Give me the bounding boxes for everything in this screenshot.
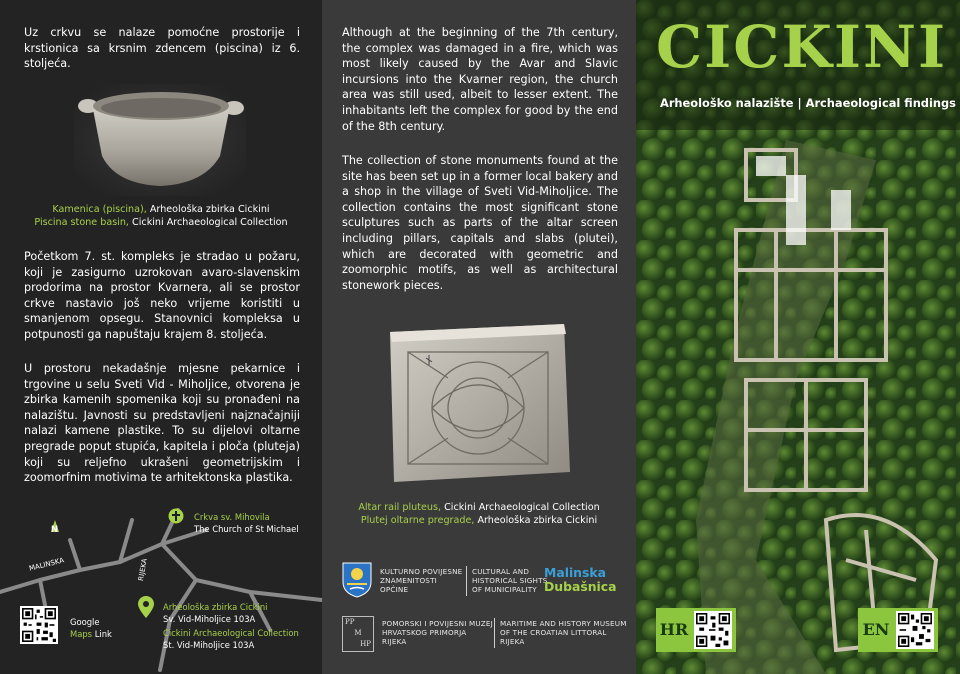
collection-name-en: Cickini Archaeological Collection	[163, 628, 299, 638]
heritage-sights-hr	[380, 567, 462, 595]
caption-source: Cickini Archaeological Collection	[441, 502, 600, 513]
collection-paragraph-hr: U prostoru nekadašnje mjesne pekarnice i trgovine u selu Sveti Vid - Miholjice, otvorena je zbirka kamenih spomenika koji su pronađeni na nalazištu. Javnosti su predstavljeni najznačajniji nalazi kamene plastike. To su dijelovi oltarne pregrade poput stupića, kapitela i ploča (pluteja) koji su reljefno ukrašeni geometrijskim i zoomorfnim motivima te arhitektonska plastika.	[24, 362, 300, 485]
museum-mark: M	[354, 629, 362, 637]
caption-title: Plutej oltarne pregrade,	[360, 515, 475, 526]
qr-code-icon	[22, 608, 56, 642]
hr-language-qr[interactable]	[656, 608, 736, 652]
church-location-icon[interactable]	[168, 508, 184, 528]
site-title: CICKINI	[656, 13, 948, 81]
logo-line: RIJEKA	[382, 637, 407, 647]
caption-source: Cickini Archaeological Collection	[129, 217, 288, 228]
intro-text: Uz crkvu se nalaze pomoćne prostorije i krstionica sa krsnim zdencem (piscina) iz 6. stoljeća.	[24, 26, 300, 71]
logo-line: ZNAMENITOSTI	[380, 576, 437, 586]
logo-line: MARITIME AND HISTORY MUSEUM	[500, 619, 627, 628]
malinska-dubasnica-logo	[544, 566, 617, 594]
road-label-rijeka: RIJEKA	[136, 557, 149, 582]
slab-caption-en	[322, 501, 636, 514]
collection-address-hr: Sv. Vid-Miholjice 103A	[163, 614, 256, 624]
collection-name-hr: Arheološka zbirka Cickini	[163, 602, 268, 612]
museum-mark: PP	[345, 618, 355, 626]
caption-title: Kamenica (piscina),	[52, 204, 147, 215]
church-name-hr: Crkva sv. Mihovila	[194, 512, 270, 522]
logo-line: KULTURNO POVIJESNE	[380, 567, 463, 576]
basin-caption-en	[0, 216, 322, 229]
collection-address-en: St. Vid-Miholjice 103A	[163, 640, 255, 650]
logo-line: RIJEKA	[500, 637, 525, 647]
google-maps-label: Google	[70, 617, 100, 627]
middle-panel	[322, 0, 636, 674]
logo-divider	[494, 618, 495, 648]
caption-title: Altar rail pluteus,	[358, 502, 442, 513]
site-subtitle: Arheološko nalazište | Archaeological findings	[660, 96, 956, 110]
history-paragraph-hr: Početkom 7. st. kompleks je stradao u požaru, koji je zasigurno uzrokovan avaro-slavenskim prodorima na prostor Kvarnera, ali se prostor crkve nastavio još neko vrijeme koristiti u smanjenom opsegu. Stanovnici kompleksa u potpunosti ga napuštaju krajem 8. stoljeća.	[24, 250, 300, 341]
brand-line-2: Dubašnica	[544, 579, 617, 594]
north-label: N	[51, 524, 59, 534]
cover-panel	[636, 0, 960, 674]
municipality-coat-of-arms-icon	[342, 562, 372, 598]
logo-line: CULTURAL AND	[472, 567, 530, 576]
pluteus-slab-photo	[386, 322, 572, 484]
location-map	[0, 500, 322, 674]
en-language-label: EN	[862, 620, 890, 639]
road-label-malinska: MALINSKA	[28, 556, 65, 573]
link-word: Link	[92, 629, 112, 639]
church-name-en: The Church of St Michael	[194, 524, 299, 534]
basin-caption-hr	[0, 203, 322, 216]
logo-line: POMORSKI I POVIJESNI MUZEJ	[382, 619, 493, 628]
map-pin-icon[interactable]	[138, 596, 154, 618]
logo-line: OF THE CROATIAN LITTORAL	[500, 628, 607, 638]
en-language-qr[interactable]	[858, 608, 938, 652]
heritage-sights-en	[472, 567, 547, 595]
museum-name-en	[500, 619, 627, 647]
logo-line: OPĆINE	[380, 585, 409, 595]
qr-code-icon	[696, 613, 730, 647]
hr-qr-code[interactable]	[694, 611, 732, 649]
logo-line: HRVATSKOG PRIMORJA	[382, 628, 467, 638]
hr-language-label: HR	[659, 620, 689, 639]
google-maps-qr-code[interactable]	[20, 606, 58, 644]
maps-word: Maps	[70, 629, 93, 639]
caption-source: Arheološka zbirka Cickini	[474, 515, 598, 526]
collection-paragraph-en: The collection of stone monuments found at the site has been set up in a former local bakery and a shop in the village of Sveti Vid-Miholjice. The collection contains the most significant stone sculptures such as parts of the altar screen including pillars, capitals and slabs (plutei), which are decorated with geometric and zoomorphic motifs, as well as architectural stonework pieces.	[342, 154, 618, 292]
logo-line: HISTORICAL SIGHTS	[472, 576, 548, 586]
en-qr-code[interactable]	[896, 611, 934, 649]
history-paragraph-en: Although at the beginning of the 7th century, the complex was damaged in a fire, which was most likely caused by the Avar and Slavic incursions into the Kvarner region, the church area was still used, albeit to lesser extent. The inhabitants left the complex for good by the end of the 8th century.	[342, 26, 618, 133]
brand-line-1: Malinska	[544, 565, 606, 580]
stone-basin-photo	[74, 84, 246, 196]
caption-source: Arheološka zbirka Cickini	[146, 204, 270, 215]
museum-mark: HP	[360, 640, 371, 648]
qr-code-icon	[898, 613, 932, 647]
caption-title: Piscina stone basin,	[34, 217, 129, 228]
logo-divider	[466, 566, 467, 596]
museum-logo-icon	[342, 616, 374, 652]
google-maps-link[interactable]	[70, 629, 112, 640]
logo-line: OF MUNICIPALITY	[472, 585, 537, 595]
museum-name-hr	[382, 619, 493, 647]
left-panel	[0, 0, 322, 674]
slab-caption-hr	[322, 514, 636, 527]
